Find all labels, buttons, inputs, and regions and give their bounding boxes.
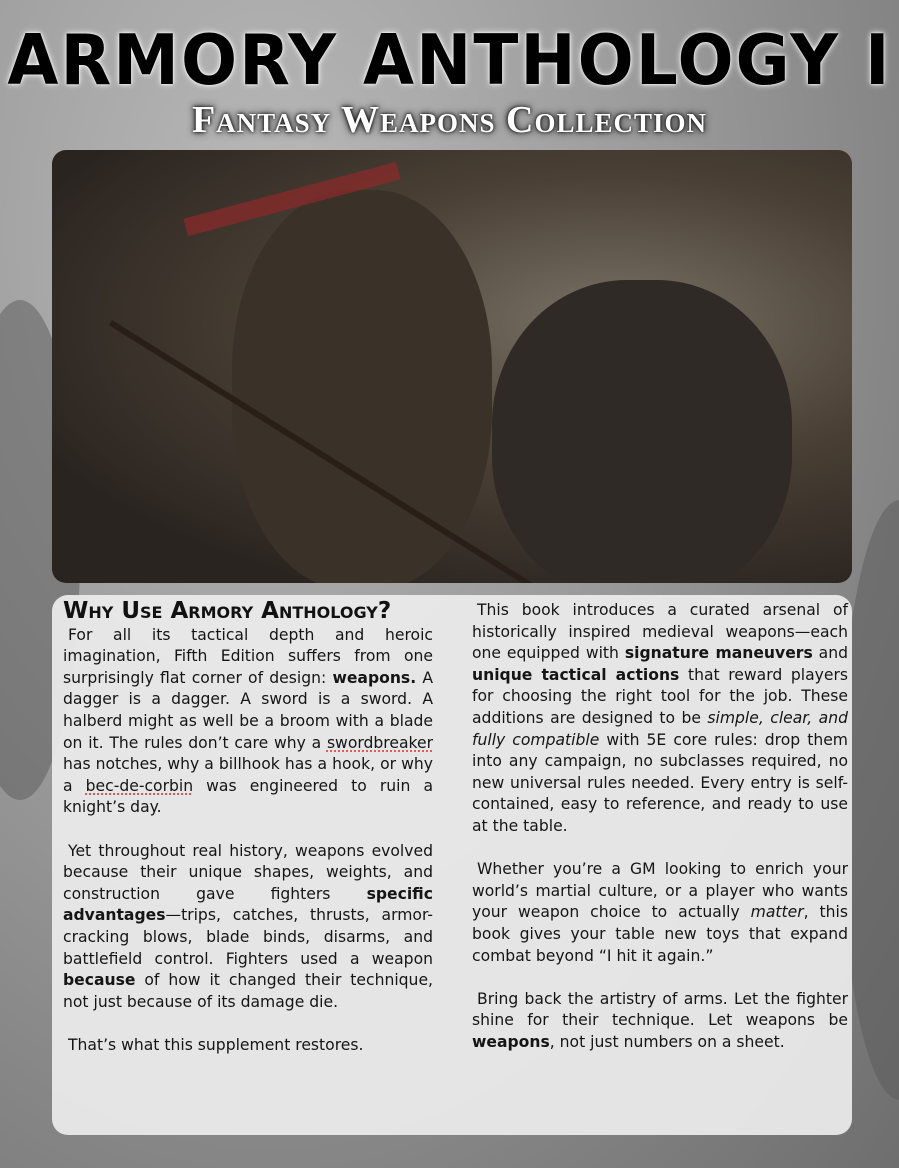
- spellcheck-flagged-word: bec-de-corbin: [85, 776, 194, 795]
- bold-text: specific advantages: [63, 884, 433, 925]
- text-run: That’s what this supplement restores.: [68, 1035, 364, 1054]
- text-run: This book introduces a curated arsenal of historically inspired medieval weapons—each one equipped with: [472, 601, 848, 663]
- book-title: ARMORY ANTHOLOGY I: [7, 20, 892, 101]
- text-run: that reward players for choosing the right tool for the job. These additions are designed to be: [472, 665, 848, 727]
- text-run: For all its tactical depth and heroic imagination, Fifth Edition suffers from one surprisingly flat corner of design:: [63, 625, 433, 687]
- text-run: with 5E core rules: drop them into any campaign, no subclasses required, no new universal rules needed. Every entry is self-contained, easy to reference, and ready to use at the table.: [472, 730, 848, 835]
- book-subtitle: Fantasy Weapons Collection: [191, 99, 708, 141]
- cover-illustration: [52, 150, 852, 583]
- bold-text: weapons: [472, 1032, 550, 1051]
- bold-text: weapons.: [332, 668, 417, 687]
- text-run: —trips, catches, thrusts, armor-cracking blows, blade binds, disarms, and battlefield control. Fighters used a weapon: [63, 906, 433, 968]
- section-heading: Why Use Armory Anthology?: [63, 598, 392, 624]
- text-run: Whether you’re a GM looking to enrich your world’s martial culture, or a player who wants your weapon choice to actually: [472, 860, 848, 922]
- paragraph: [472, 600, 848, 838]
- text-run: of how it changed their technique, not just because of its damage die.: [63, 971, 433, 1011]
- text-run: , not just numbers on a sheet.: [549, 1032, 785, 1051]
- text-run: has notches, why a billhook has a hook, or why a: [63, 755, 433, 795]
- armored-knight-figure: [492, 280, 792, 583]
- italic-text: simple, clear, and fully compatible: [472, 708, 848, 749]
- hooded-warrior-figure: [232, 190, 492, 583]
- text-run: , this book gives your table new toys that expand combat beyond “I hit it again.”: [472, 903, 848, 965]
- bold-text: signature maneuvers: [624, 644, 813, 663]
- text-run: A dagger is a dagger. A sword is a sword. A halberd might as well be a broom with a blade on it. The rules don’t care why a: [63, 668, 433, 752]
- paragraph: [63, 841, 433, 1014]
- text-run: Bring back the artistry of arms. Let the fighter shine for their technique. Let weapons be: [472, 989, 848, 1030]
- bold-text: unique tactical actions: [472, 665, 680, 684]
- paragraph: [63, 1035, 433, 1057]
- bold-text: because: [63, 971, 136, 990]
- paragraph: [472, 859, 848, 967]
- right-column: [472, 600, 848, 1075]
- left-column: [63, 595, 433, 1078]
- paragraph: [63, 625, 433, 819]
- spellcheck-flagged-word: swordbreaker: [326, 733, 433, 752]
- paragraph: [472, 989, 848, 1054]
- text-run: was engineered to ruin a knight’s day.: [63, 776, 433, 817]
- text-run: Yet throughout real history, weapons evolved because their unique shapes, weights, and construction gave fighters: [63, 841, 433, 903]
- text-panel: [52, 595, 852, 1135]
- text-run: and: [812, 644, 849, 663]
- italic-text: matter: [750, 903, 804, 922]
